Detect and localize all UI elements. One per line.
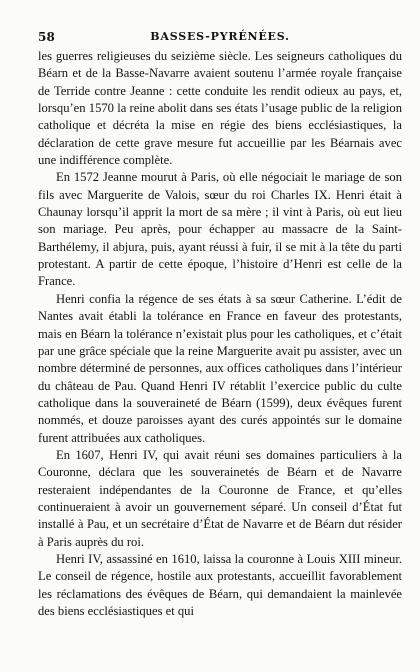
paragraph: Henri IV, assassiné en 1610, laissa la couronne à Louis XIII mineur. Le conseil de régence, hostile aux protestants, accueillit favorablement les réclamations des évêques de Béarn, qui demandaient la mainlevée des biens ecclésiastiques et qui [38,551,402,618]
paragraph: les guerres religieuses du seizième siècle. Les seigneurs catholiques du Béarn et de la Basse-Navarre avaient soutenu l’armée royale française de Terride contre Jeanne : cette conduite les rendit odieux au pays, et, lorsqu’en 1570 la reine abolit dans ses états l’usage public de la religion catholique et décréta la mise en régie des biens ecclésiastiques, la déclaration de cette grave mesure fut accueillie par les Béarnais avec une indifférence complète. [38,49,402,168]
running-head: BASSES-PYRÉNÉES. [150,30,290,43]
paragraph: En 1572 Jeanne mourut à Paris, où elle négociait le mariage de son fils avec Marguerite de Valois, sœur du roi Charles IX. Henri était à Chaunay lorsqu’il apprit la mort de sa mère ; il vint à Paris, où eut lieu son mariage. Peu après, pour échapper au massacre de la Saint-Barthélemy, il abjura, puis, ayant réussi à fuir, il se mit à la tête du parti protestant. A partir de cette époque, l’histoire d’Henri est celle de la France. [38,170,402,289]
paragraph: Henri confia la régence de ses états à sa sœur Catherine. L’édit de Nantes avait établi la tolérance en France en faveur des protestants, mais en Béarn la tolérance n’existait plus pour les catholiques, et c’était par une grâce spéciale que la reine Marguerite avait pu assister, avec un nombre déterminé de personnes, aux offices catholiques dans l’intérieur du château de Pau. Quand Henri IV rétablit l’exercice public du culte catholique dans la souveraineté de Béarn (1599), deux évêques furent nommés, et douze paroisses ayant des curés appointés sur le domaine furent attribuées aux catholiques. [38,291,402,445]
page-header [38,30,402,46]
body-text [38,48,402,620]
paragraph: En 1607, Henri IV, qui avait réuni ses domaines particuliers à la Couronne, déclara que les souverainetés de Béarn et de Navarre resteraient indépendantes de la Couronne de France, et qu’elles continueraient à avoir un gouvernement séparé. Un conseil d’État fut installé à Pau, et un secrétaire d’État de Navarre et de Béarn dut résider à Paris auprès du roi. [38,447,402,549]
page-number: 58 [38,30,56,44]
